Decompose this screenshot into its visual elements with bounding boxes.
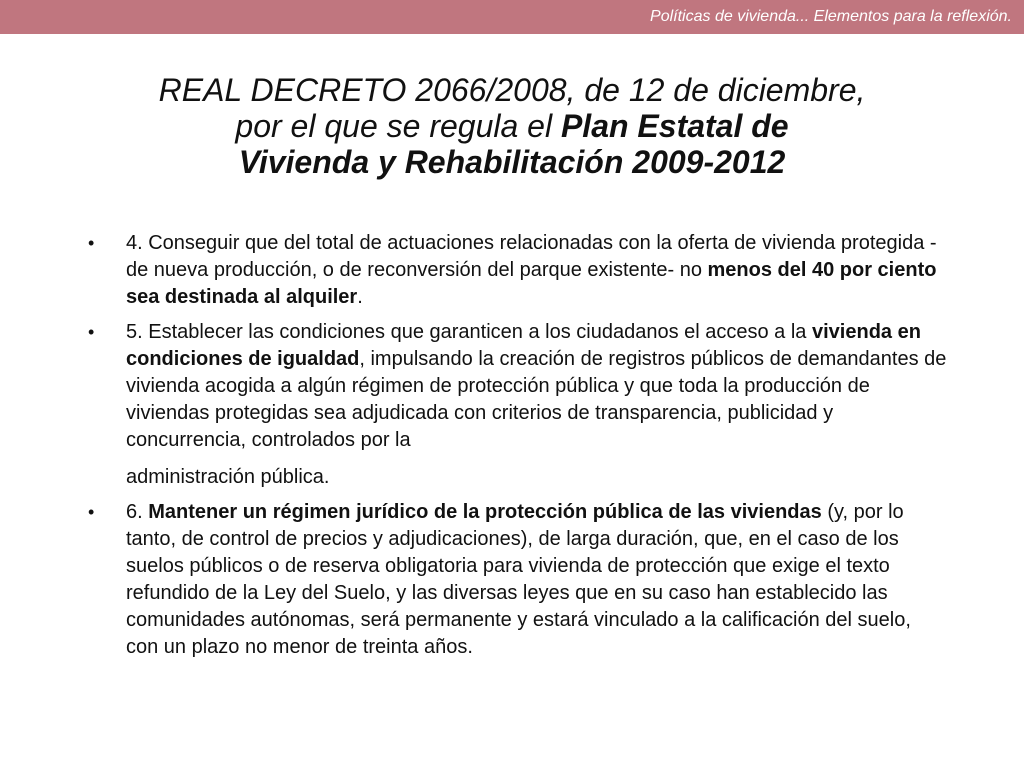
bullet-item-4 (88, 230, 948, 311)
title-line-2-bold: Plan Estatal de (560, 108, 789, 144)
title-line-3: Vivienda y Rehabilitación 2009-2012 (238, 144, 786, 180)
bullet-5-last-line: administración pública. (126, 466, 330, 488)
bullet-item-6 (88, 499, 948, 661)
bullet-6-text: 6. (126, 501, 149, 523)
slide-title (60, 72, 964, 180)
bullet-5-bold: vivienda en condiciones de igualdad (126, 321, 921, 370)
bullet-4-end: . (357, 286, 363, 308)
title-line-2 (60, 108, 964, 144)
header-band (0, 0, 1024, 34)
bullet-mark: • (88, 233, 95, 253)
bullet-4-bold: menos del 40 por ciento sea destinada al alquiler (126, 259, 937, 308)
bullet-mark: • (88, 322, 95, 342)
running-title: Políticas de vivienda... Elementos para la reflexión. (650, 8, 1012, 25)
bullet-list (88, 230, 948, 669)
bullet-5-text-cont: , impulsando la creación de registros públicos de demandantes de vivienda acogida a algún régimen de protección pública y que toda la producción de viviendas protegidas sea adjudicada con criterios de transparencia, publicidad y concurrencia, controlados por la (126, 348, 947, 451)
bullet-4-text: 4. Conseguir que del total de actuaciones relacionadas con la oferta de vivienda protegida -de nueva producción, o de reconversión del parque existente- no (126, 232, 937, 281)
title-line-1: REAL DECRETO 2066/2008, de 12 de diciembre, (158, 72, 866, 108)
bullet-6-bold: Mantener un régimen jurídico de la protección pública de las viviendas (148, 501, 822, 523)
bullet-mark: • (88, 502, 95, 522)
title-line-2-prefix: por el que se regula el (235, 108, 561, 144)
bullet-6-text-cont: (y, por lo tanto, de control de precios y adjudicaciones), de larga duración, que, en el caso de los suelos públicos o de reserva obligatoria para vivienda de protección que exige el texto refundido de la Ley del Suelo, y las diversas leyes que en su caso han establecido las comunidades autónomas, será permanente y estará vinculado a la calificación del suelo, con un plazo no menor de treinta años. (126, 501, 911, 658)
bullet-item-5 (88, 319, 948, 491)
bullet-5-text: 5. Establecer las condiciones que garanticen a los ciudadanos el acceso a la (126, 321, 812, 343)
